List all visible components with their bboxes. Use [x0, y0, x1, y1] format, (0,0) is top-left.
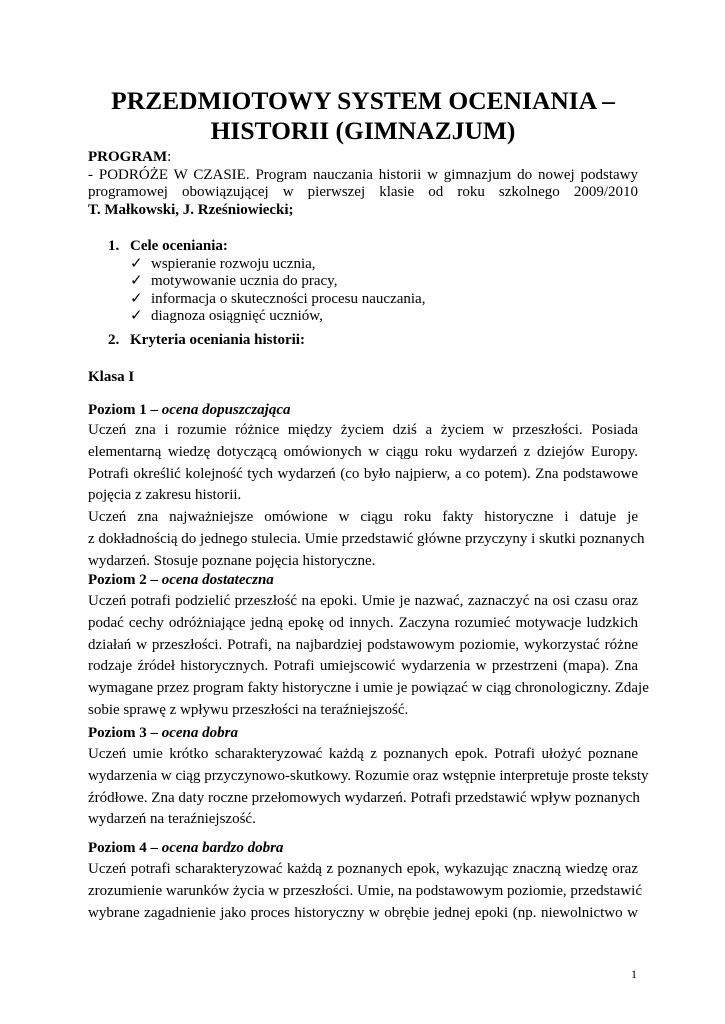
section-criteria-heading [108, 332, 305, 350]
level-grade: ocena dobra [161, 725, 238, 741]
level-number: Poziom 2 – [88, 572, 158, 588]
program-authors: T. Małkowski, J. Rześniowiecki; [88, 201, 294, 218]
class-heading: Klasa I [88, 369, 135, 385]
section-number: 2. [108, 332, 120, 348]
text-line: wymagane przez program fakty historyczne i umie je powiązać w ciąg chronologiczny. Zdaje [88, 680, 649, 697]
level-heading [88, 725, 238, 742]
section-title: Cele oceniania: [130, 238, 228, 254]
program-colon: : [167, 149, 172, 165]
list-item-text: motywowanie ucznia do pracy, [151, 273, 338, 289]
text-line: podać cechy odróżniające jedną epokę od innych. Zaczyna rozumieć motywacje ludzkich [88, 614, 638, 631]
document-title [88, 86, 638, 146]
level-description [88, 744, 649, 831]
title-line-2: HISTORII (GIMNAZJUM) [210, 116, 516, 145]
section-number: 1. [108, 238, 120, 254]
text-line: Uczeń zna i rozumie różnice między życiem dziś a życiem w przeszłości. Posiada [88, 422, 638, 438]
text-line: z dokładnością do jednego stulecia. Umie przedstawić główne przyczyny i skutki poznanych [88, 530, 645, 547]
section-criteria [108, 332, 305, 350]
level-heading [88, 402, 290, 419]
level-description [88, 591, 649, 722]
level-description [88, 420, 645, 573]
level-number: Poziom 1 – [88, 402, 158, 418]
text-line: zrozumienie warunków życia w przeszłości. Umie, na podstawowym poziomie, przedstawić [88, 882, 642, 899]
section-goals-heading [108, 238, 425, 256]
text-line: Potrafi określić kolejność tych wydarzeń (co było najpierw, a co potem). Zna podstawowe [88, 465, 638, 482]
section-title: Kryteria oceniania historii: [130, 332, 305, 348]
text-line: pojęcia z zakresu historii. [88, 487, 242, 504]
list-item [130, 273, 425, 291]
text-line: wydarzeń. Stosuje poznane pojęcia historyczne. [88, 552, 376, 569]
text-line: działań w przeszłości. Potrafi, na najbardziej podstawowym poziomie, wykorzystać różne [88, 636, 638, 653]
list-item-text: informacja o skuteczności procesu nauczania, [151, 290, 426, 307]
program-line-1: - PODRÓŻE W CZASIE. Program nauczania historii w gimnazjum do nowej podstawy [88, 166, 638, 183]
level-grade: ocena dostateczna [161, 572, 274, 588]
level-description [88, 859, 642, 924]
list-item [130, 308, 425, 326]
page-number: 1 [631, 967, 637, 981]
list-item-text: wspieranie rozwoju ucznia, [151, 255, 316, 272]
level-heading [88, 840, 283, 857]
text-line: Uczeń zna najważniejsze omówione w ciągu roku fakty historyczne i datuje je [88, 509, 638, 526]
level-number: Poziom 3 – [88, 725, 158, 741]
list-item-text: diagnoza osiągnięć uczniów, [151, 308, 323, 324]
level-heading [88, 572, 274, 589]
program-label-line [88, 149, 638, 167]
text-line: sobie sprawę z wpływu przeszłości na teraźniejszość. [88, 701, 409, 718]
level-grade: ocena dopuszczająca [161, 402, 291, 418]
text-line: wydarzeń na teraźniejszość. [88, 811, 256, 828]
text-line: Uczeń umie krótko scharakteryzować każdą z poznanych epok. Potrafi ułożyć poznane [88, 746, 638, 762]
list-item [130, 291, 425, 309]
section-goals [108, 238, 425, 326]
checkmark-icon: ✓ [130, 273, 143, 289]
text-line: źródłowe. Zna daty roczne przełomowych wydarzeń. Potrafi przedstawić wpływ poznanych [88, 789, 640, 806]
text-line: Uczeń potrafi scharakteryzować każdą z poznanych epok, wykazując znaczną wiedzę oraz [88, 861, 638, 877]
level-number: Poziom 4 – [88, 840, 158, 856]
level-grade: ocena bardzo dobra [161, 840, 284, 856]
checkmark-icon: ✓ [130, 290, 143, 307]
list-item [130, 256, 425, 274]
program-label: PROGRAM [88, 149, 168, 165]
text-line: wybrane zagadnienie jako proces historyczny w obrębie jednej epoki (np. niewolnictwo w [88, 904, 638, 921]
program-line-2: programowej obowiązującej w pierwszej klasie od roku szkolnego 2009/2010 [88, 184, 638, 200]
text-line: elementarną wiedzę dotyczącą omówionych w ciągu roku wydarzeń z dziejów Europy. [88, 443, 638, 460]
goals-list [130, 256, 425, 326]
text-line: wydarzenia w ciąg przyczynowo-skutkowy. Rozumie oraz wstępnie interpretuje proste teksty [88, 767, 649, 784]
text-line: Uczeń potrafi podzielić przeszłość na epoki. Umie je nazwać, zaznaczyć na osi czasu oraz [88, 593, 638, 609]
program-block [88, 149, 638, 219]
checkmark-icon: ✓ [130, 308, 143, 324]
checkmark-icon: ✓ [130, 255, 143, 272]
text-line: rodzaje źródeł historycznych. Potrafi umiejscowić wydarzenia w przestrzeni (mapa). Zna [88, 658, 638, 675]
title-line-1: PRZEDMIOTOWY SYSTEM OCENIANIA – [111, 86, 615, 115]
